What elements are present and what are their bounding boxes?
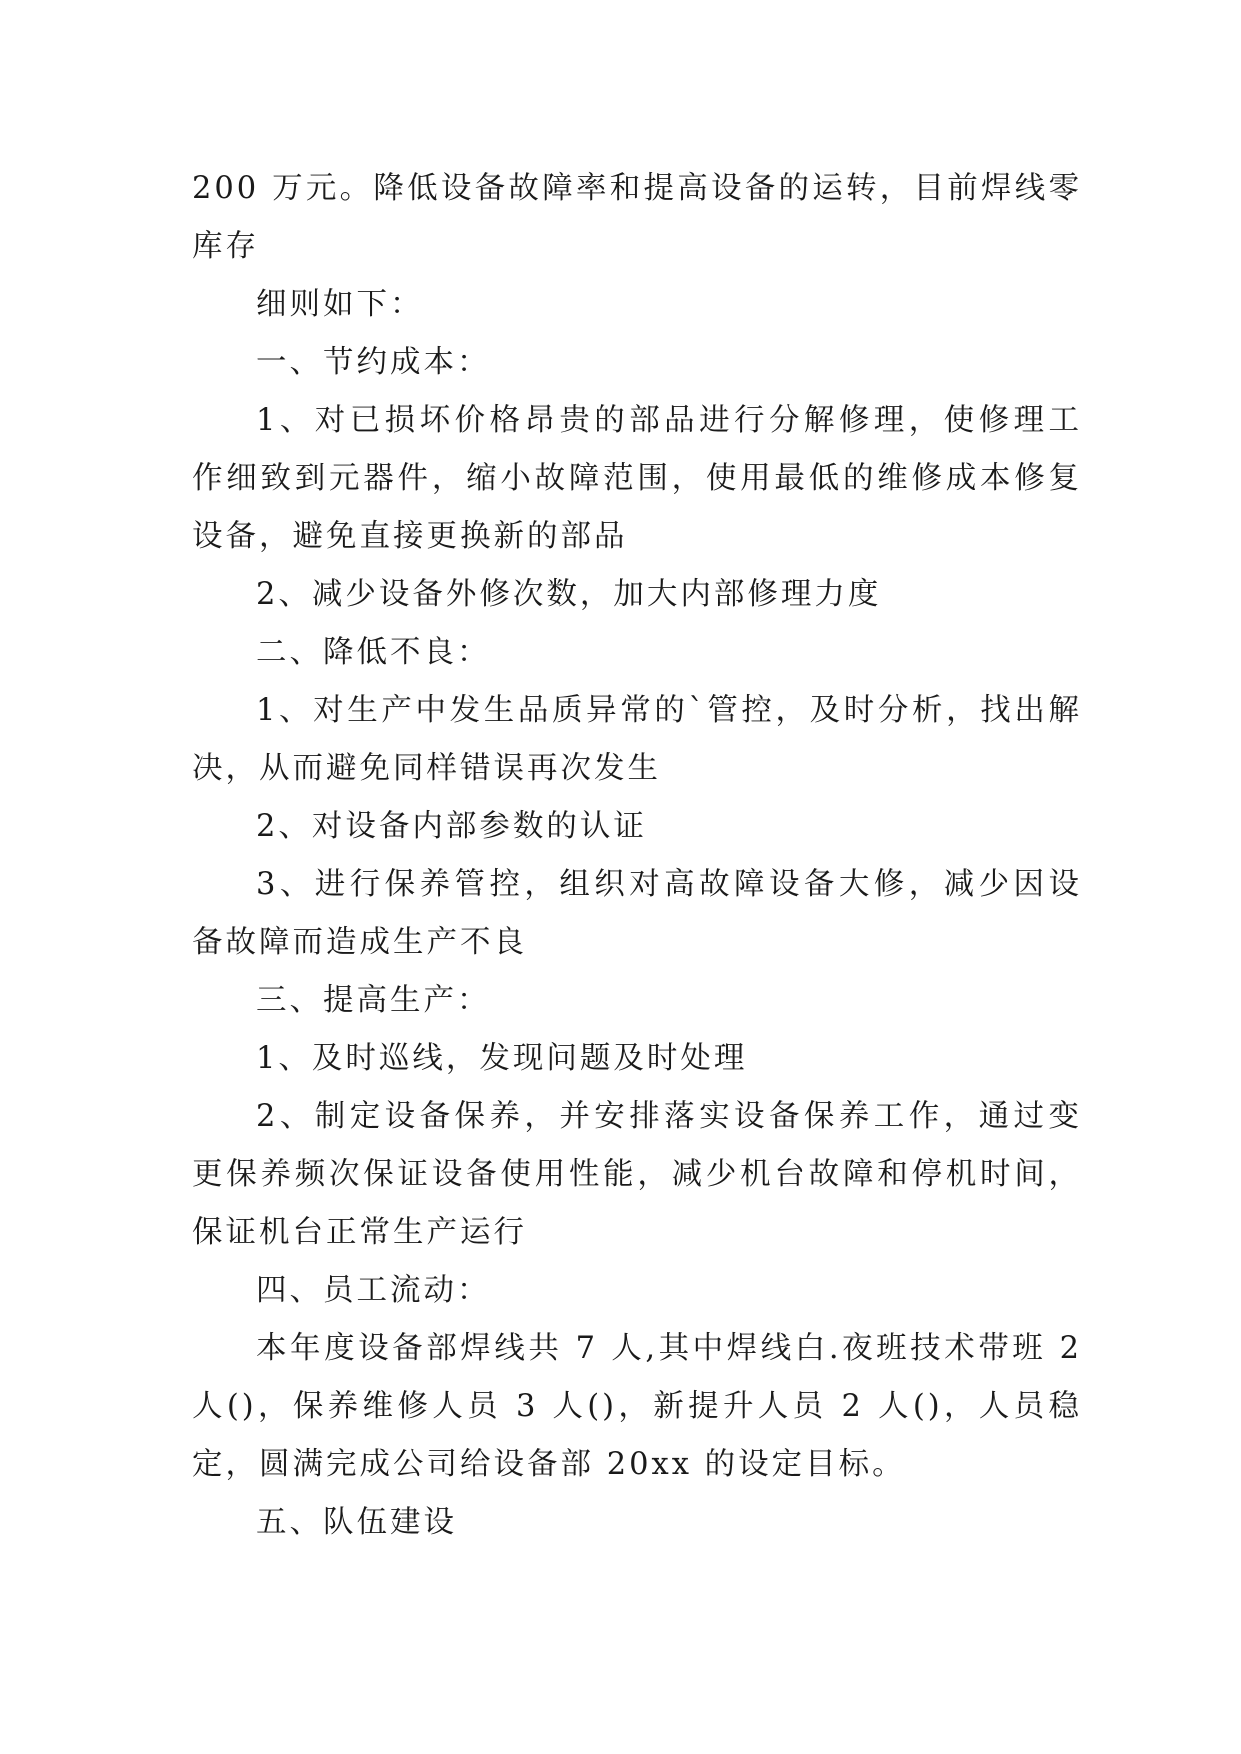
paragraph-cost-2: 2、减少设备外修次数，加大内部修理力度: [256, 577, 882, 612]
section-heading-cost: 一、节约成本：: [256, 345, 491, 380]
paragraph-defects-3: 3、进行保养管控，组织对高故障设备大修，减少因设备故障而造成生产不良: [192, 867, 1082, 960]
section-heading-production: 三、提高生产：: [256, 983, 491, 1018]
paragraph-staff: 本年度设备部焊线共 7 人,其中焊线白.夜班技术带班 2 人()，保养维修人员 3 人()，新提升人员 2 人()，人员稳定，圆满完成公司给设备部 20xx 的设定目标。: [192, 1331, 1082, 1482]
section-heading-team: 五、队伍建设: [256, 1505, 457, 1540]
section-heading-defects: 二、降低不良：: [256, 635, 491, 670]
paragraph-production-2: 2、制定设备保养，并安排落实设备保养工作，通过变更保养频次保证设备使用性能，减少机台故障和停机时间，保证机台正常生产运行: [192, 1099, 1082, 1250]
document-body: [192, 160, 1082, 1552]
section-heading-staff: 四、员工流动：: [256, 1273, 491, 1308]
paragraph-defects-1: 1、对生产中发生品质异常的`管控，及时分析，找出解决，从而避免同样错误再次发生: [192, 693, 1082, 786]
paragraph-production-1: 1、及时巡线，发现问题及时处理: [256, 1041, 748, 1076]
paragraph-details-heading: 细则如下：: [256, 287, 424, 322]
paragraph-defects-2: 2、对设备内部参数的认证: [256, 809, 647, 844]
paragraph-cost-1: 1、对已损坏价格昂贵的部品进行分解修理，使修理工作细致到元器件，缩小故障范围，使用最低的维修成本修复设备，避免直接更换新的部品: [192, 403, 1082, 554]
paragraph-intro: 200 万元。降低设备故障率和提高设备的运转，目前焊线零库存: [192, 171, 1082, 264]
